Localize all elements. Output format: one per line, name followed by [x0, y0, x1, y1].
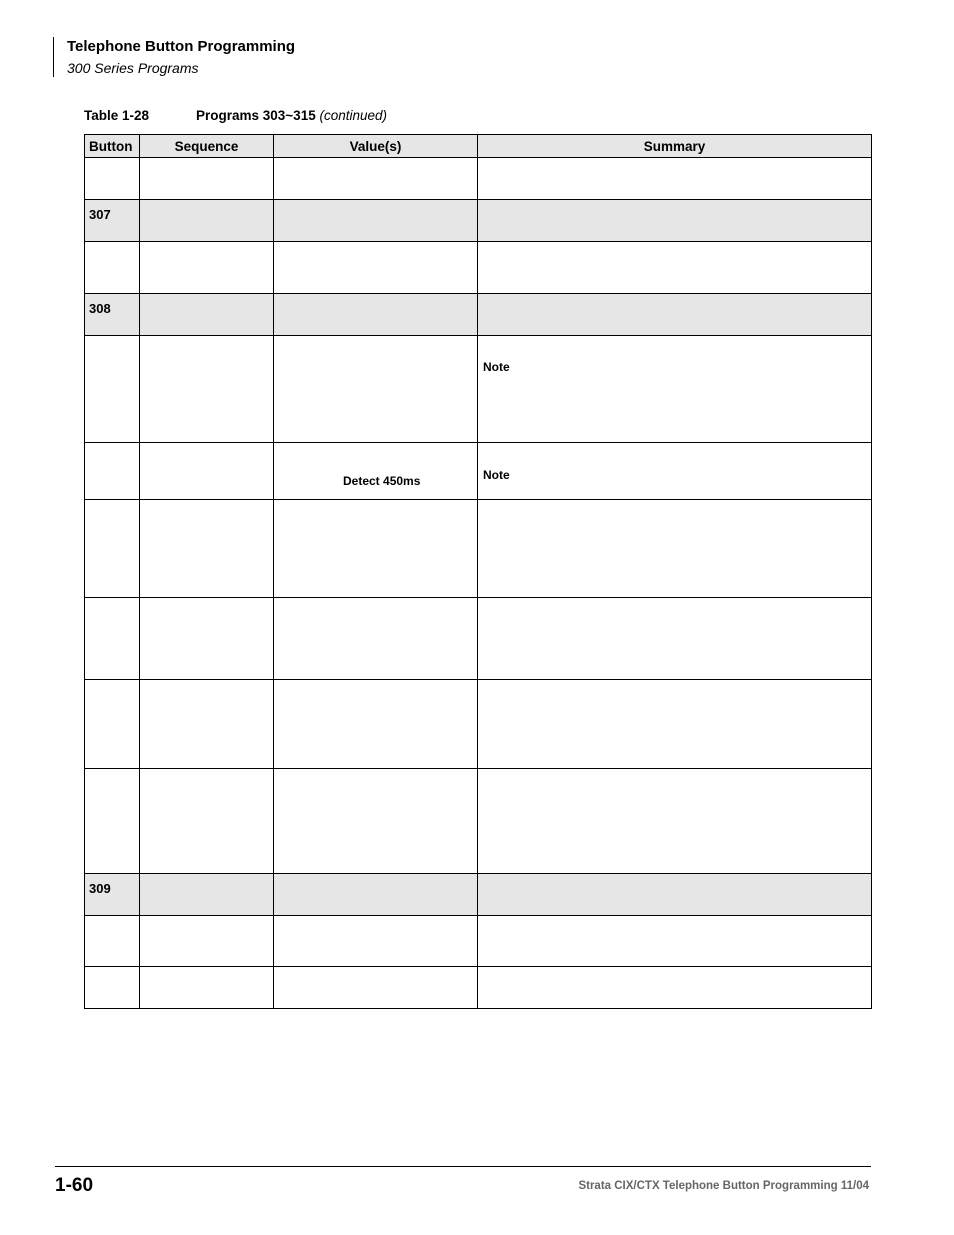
header-rule [53, 37, 54, 77]
column-header-values: Value(s) [274, 135, 478, 158]
table-title: Programs 303~315 [196, 108, 316, 123]
table-row [85, 967, 872, 1009]
table-header-row [85, 135, 872, 158]
table-row [85, 916, 872, 967]
footer-doc-title: Strata CIX/CTX Telephone Button Programming 11/04 [578, 1180, 869, 1192]
group-label: 308 [89, 301, 111, 316]
table-row [85, 242, 872, 294]
group-label: 307 [89, 207, 111, 222]
page-number: 1-60 [55, 1175, 94, 1196]
table-row [85, 500, 872, 598]
group-row-309 [85, 874, 872, 916]
section-title: Telephone Button Programming [67, 38, 296, 55]
footer-rule [55, 1166, 871, 1167]
column-header-sequence: Sequence [140, 135, 274, 158]
group-row-307 [85, 200, 872, 242]
table-label: Table 1-28 [84, 108, 150, 123]
table-row [85, 158, 872, 200]
table-continued: (continued) [319, 108, 388, 123]
table-row [85, 680, 872, 769]
table-row [85, 598, 872, 680]
table-row [85, 769, 872, 874]
group-label: 309 [89, 881, 111, 896]
table-caption [84, 108, 388, 123]
table-title-wrap [196, 108, 387, 123]
programs-table [84, 134, 872, 1009]
column-header-summary: Summary [478, 135, 872, 158]
table-row [85, 443, 872, 500]
section-subtitle: 300 Series Programs [67, 60, 199, 76]
note-label: Note [483, 360, 510, 374]
table-row [85, 336, 872, 443]
group-row-308 [85, 294, 872, 336]
column-header-button: Button [85, 135, 140, 158]
note-label: Note [483, 468, 510, 482]
value-detect-450ms: Detect 450ms [343, 474, 421, 488]
